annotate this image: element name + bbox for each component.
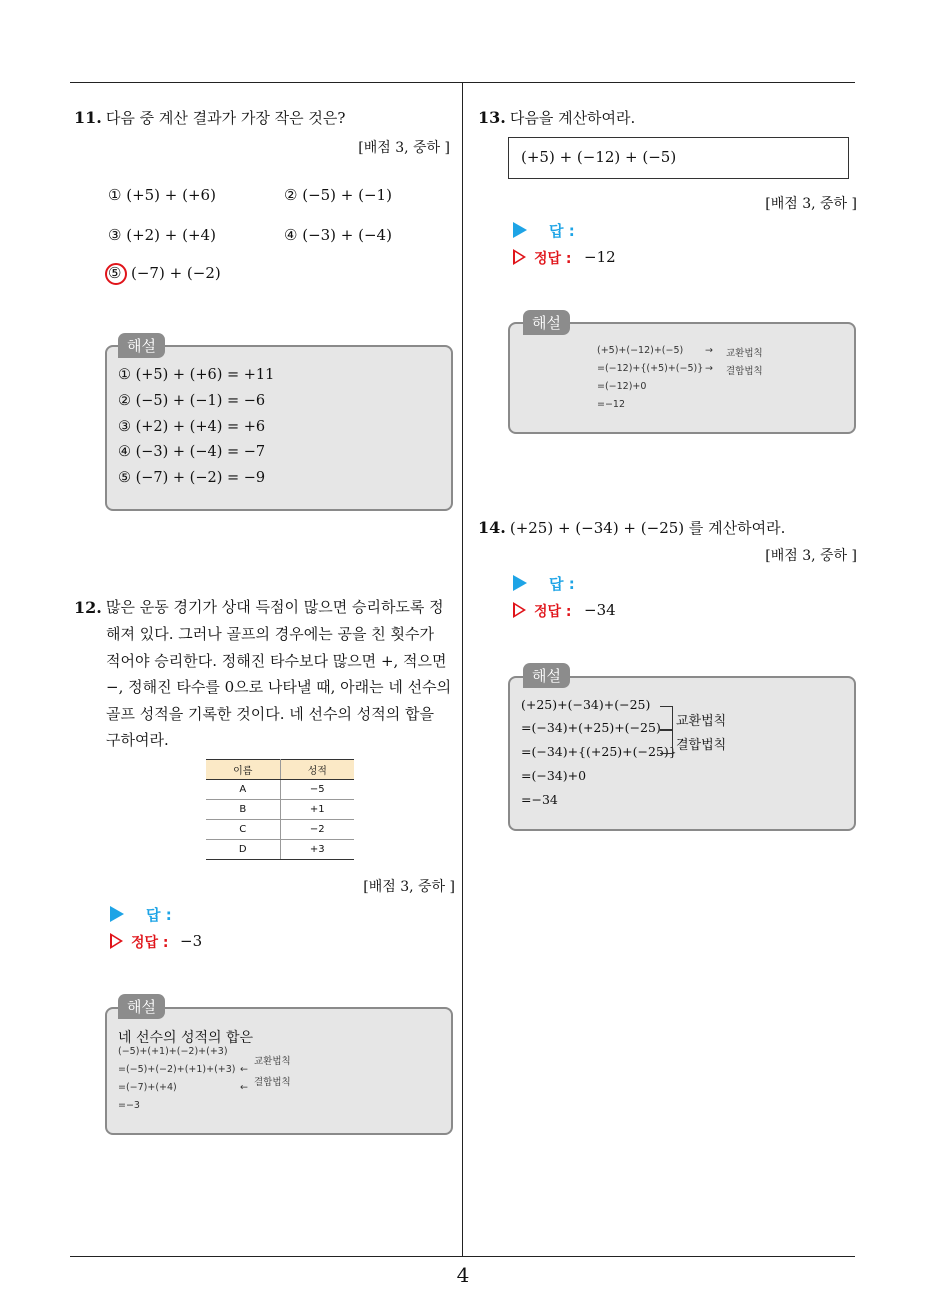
correct-arrow-icon xyxy=(110,933,123,949)
q12-arrow-1-icon: ← xyxy=(240,1064,248,1075)
q12-correct-label: 정답 : xyxy=(131,935,169,951)
q12-line-2: 해져 있다. 그러나 골프의 경우에는 공을 친 횟수가 xyxy=(106,625,434,643)
answer-arrow-icon xyxy=(110,906,124,922)
q14-answer-label: 답 : xyxy=(549,575,575,593)
page-number: 4 xyxy=(456,1263,470,1287)
q13-answer-label: 답 : xyxy=(549,222,575,240)
q12-note-commutative: 교환법칙 xyxy=(254,1056,291,1067)
q12-score: [배점 3, 중하 ] xyxy=(363,879,455,895)
column-divider xyxy=(462,82,463,1257)
q11-choice-1[interactable]: ① (+5) + (+6) xyxy=(108,186,216,204)
q11-exp-line-4: ④ (−3) + (−4) = −7 xyxy=(118,444,266,460)
table-row xyxy=(206,840,354,860)
q11-choice-4[interactable]: ④ (−3) + (−4) xyxy=(284,226,392,244)
q14-correct-label: 정답 : xyxy=(534,604,572,620)
q13-explanation-tab: 해설 xyxy=(523,310,570,335)
q13-exp-line-1: (+5)+(−12)+(−5) xyxy=(597,345,684,356)
q11-choice-5[interactable]: (−7) + (−2) xyxy=(131,264,221,282)
q11-score: [배점 3, 중하 ] xyxy=(358,140,450,156)
q11-choice-3[interactable]: ③ (+2) + (+4) xyxy=(108,226,216,244)
q13-note-commutative: 교환법칙 xyxy=(726,348,763,359)
q14-correct-value: −34 xyxy=(584,601,616,619)
q14-exp-line-1: (+25)+(−34)+(−25) xyxy=(521,697,651,712)
q12-exp-heading: 네 선수의 성적의 합은 xyxy=(118,1030,254,1046)
q13-title xyxy=(478,108,635,128)
q14-exp-line-2: =(−34)+(+25)+(−25) xyxy=(521,720,661,735)
q13-score: [배점 3, 중하 ] xyxy=(765,196,857,212)
table-cell-score: +1 xyxy=(280,800,354,820)
correct-arrow-icon xyxy=(513,249,526,265)
q12-line-4: −, 정해진 타수를 0으로 나타낼 때, 아래는 네 선수의 xyxy=(106,678,452,696)
selected-answer-circle-icon xyxy=(105,263,127,285)
q12-number-wrap xyxy=(74,598,106,618)
q12-line-5: 골프 성적을 기록한 것이다. 네 선수의 성적의 합을 xyxy=(106,705,434,723)
q13-note-associative: 결합법칙 xyxy=(726,366,763,377)
q13-number: 13. xyxy=(478,108,506,127)
q13-problem-box xyxy=(508,137,849,179)
q14-number: 14. xyxy=(478,518,506,537)
q12-explanation-tab: 해설 xyxy=(118,994,165,1019)
q13-correct-value: −12 xyxy=(584,248,616,266)
q11-text: 다음 중 계산 결과가 가장 작은 것은? xyxy=(105,109,346,127)
table-row xyxy=(206,820,354,840)
table-cell-name: B xyxy=(206,800,280,820)
q11-exp-line-5: ⑤ (−7) + (−2) = −9 xyxy=(118,470,266,486)
q12-line-3: 적어야 승리한다. 정해진 타수보다 많으면 +, 적으면 xyxy=(106,652,447,670)
q13-exp-line-4: =−12 xyxy=(597,399,626,410)
answer-arrow-icon xyxy=(513,575,527,591)
q14-score: [배점 3, 중하 ] xyxy=(765,548,857,564)
q13-text: 다음을 계산하여라. xyxy=(509,109,636,127)
q13-correct-label: 정답 : xyxy=(534,251,572,267)
table-cell-score: −5 xyxy=(280,780,354,800)
q14-brace-1 xyxy=(660,706,673,730)
q12-exp-line-4: =−3 xyxy=(118,1100,140,1111)
q13-exp-line-2: =(−12)+{(+5)+(−5)} xyxy=(597,363,704,374)
q13-arrow-2-icon: → xyxy=(705,363,713,374)
q14-title xyxy=(478,518,785,538)
q14-exp-line-5: =−34 xyxy=(521,792,558,807)
q12-number: 12. xyxy=(74,598,102,617)
q12-note-associative: 결합법칙 xyxy=(254,1077,291,1088)
q13-exp-line-3: =(−12)+0 xyxy=(597,381,647,392)
table-row xyxy=(206,780,354,800)
golf-score-table xyxy=(206,759,354,860)
q12-line-1: 많은 운동 경기가 상대 득점이 많으면 승리하도록 정 xyxy=(106,598,444,616)
q14-explanation-tab: 해설 xyxy=(523,663,570,688)
table-cell-name: C xyxy=(206,820,280,840)
q11-choice-2[interactable]: ② (−5) + (−1) xyxy=(284,186,392,204)
q12-correct-value: −3 xyxy=(180,932,203,950)
table-header-row xyxy=(206,760,354,780)
q14-brace-2 xyxy=(660,730,673,754)
q12-exp-line-2: =(−5)+(−2)+(+1)+(+3) xyxy=(118,1064,236,1075)
q11-number: 11. xyxy=(74,108,102,127)
q11-exp-line-1: ① (+5) + (+6) = +11 xyxy=(118,367,275,383)
q14-note-commutative: 교환법칙 xyxy=(676,714,727,729)
q11-explanation-tab: 해설 xyxy=(118,333,165,358)
q14-note-associative: 결합법칙 xyxy=(676,738,727,753)
correct-arrow-icon xyxy=(513,602,526,618)
q11-exp-line-3: ③ (+2) + (+4) = +6 xyxy=(118,419,266,435)
q12-exp-line-1: (−5)+(+1)+(−2)+(+3) xyxy=(118,1046,228,1057)
table-row xyxy=(206,800,354,820)
table-header-name: 이름 xyxy=(206,760,280,780)
q14-exp-line-4: =(−34)+0 xyxy=(521,768,587,783)
q12-arrow-2-icon: ← xyxy=(240,1082,248,1093)
q14-exp-line-3: =(−34)+{(+25)+(−25)} xyxy=(521,744,677,759)
bottom-rule xyxy=(70,1256,855,1257)
table-cell-score: +3 xyxy=(280,840,354,860)
q12-line-6: 구하여라. xyxy=(106,731,169,749)
q13-arrow-1-icon: → xyxy=(705,345,713,356)
table-header-score: 성적 xyxy=(280,760,354,780)
q12-answer-label: 답 : xyxy=(146,906,172,924)
table-cell-score: −2 xyxy=(280,820,354,840)
table-cell-name: A xyxy=(206,780,280,800)
q13-explanation-box xyxy=(508,322,856,434)
table-cell-name: D xyxy=(206,840,280,860)
q13-problem: (+5) + (−12) + (−5) xyxy=(521,148,677,166)
q11-title xyxy=(74,108,345,128)
q11-choice-5-marker[interactable]: ⑤ xyxy=(108,264,122,282)
answer-arrow-icon xyxy=(513,222,527,238)
q11-exp-line-2: ② (−5) + (−1) = −6 xyxy=(118,393,266,409)
q12-exp-line-3: =(−7)+(+4) xyxy=(118,1082,177,1093)
q14-text: (+25) + (−34) + (−25) 를 계산하여라. xyxy=(509,519,786,537)
